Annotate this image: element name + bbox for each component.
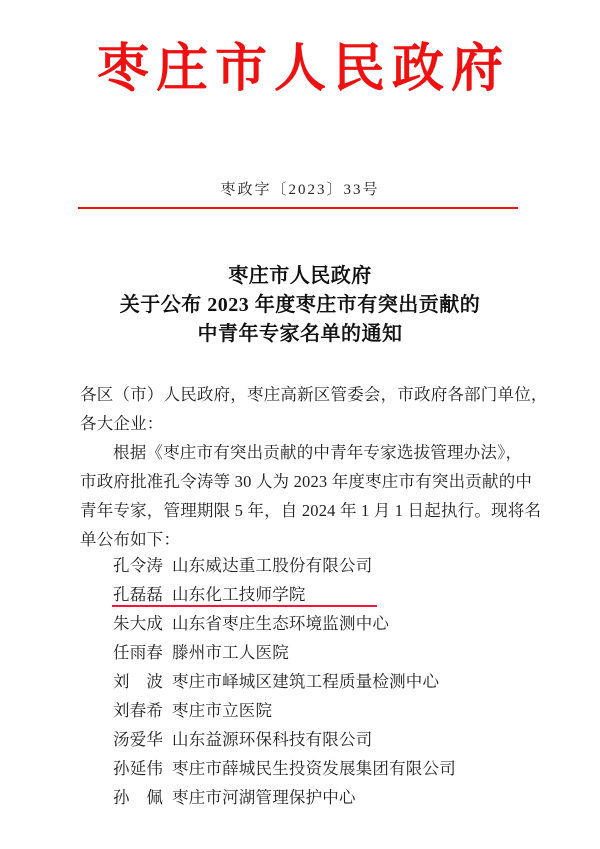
title-line-1: 枣庄市人民政府 [228, 265, 372, 287]
name-list-row [113, 551, 533, 580]
name-list-row [113, 638, 533, 667]
expert-name-list [113, 551, 533, 812]
title-line-2: 关于公布 2023 年度枣庄市有突出贡献的 [119, 294, 481, 316]
expert-name: 孔令涛 [113, 556, 164, 575]
expert-name: 朱大成 [113, 614, 164, 633]
addressee-line-1: 各区（市）人民政府，枣庄高新区管委会，市政府各部门单位， [80, 385, 548, 404]
expert-name: 汤爱华 [113, 730, 164, 749]
document-title [60, 262, 540, 349]
expert-organization: 滕州市工人医院 [172, 643, 289, 662]
name-list-row [113, 783, 533, 812]
paragraph-line-1: 根据《枣庄市有突出贡献的中青年专家选拔管理办法》， [113, 443, 523, 462]
paragraph-line-2: 市政府批准孔令涛等 30 人为 2023 年度枣庄市有突出贡献的中 [80, 472, 533, 491]
expert-name: 孔磊磊 [113, 585, 164, 604]
expert-organization: 山东益源环保科技有限公司 [172, 730, 373, 749]
expert-organization: 枣庄市峄城区建筑工程质量检测中心 [172, 672, 440, 691]
addressee-line-2: 各大企业： [80, 414, 164, 433]
expert-organization: 枣庄市立医院 [172, 701, 273, 720]
expert-organization: 山东省枣庄生态环境监测中心 [172, 614, 390, 633]
expert-organization: 枣庄市薛城民生投资发展集团有限公司 [172, 759, 456, 778]
name-list-row [113, 609, 533, 638]
name-list-row [113, 667, 533, 696]
expert-name: 任雨春 [113, 643, 164, 662]
masthead [0, 41, 600, 98]
cut-off-row [113, 841, 533, 849]
document-body [80, 380, 548, 554]
title-line-3: 中青年专家名单的通知 [197, 323, 403, 345]
name-list-row [113, 725, 533, 754]
expert-name: 刘春希 [113, 701, 164, 720]
name-list-row [113, 754, 533, 783]
paragraph-line-3: 青年专家，管理期限 5 年，自 2024 年 1 月 1 日起执行。现将名 [80, 501, 542, 520]
expert-name: 孙延伟 [113, 759, 164, 778]
expert-name: 刘 波 [113, 672, 164, 691]
expert-organization: 山东威达重工股份有限公司 [172, 556, 373, 575]
red-divider-rule [78, 207, 518, 209]
paragraph-line-4: 单公布如下： [80, 530, 181, 549]
expert-organization: 山东化工技师学院 [172, 585, 306, 604]
masthead-title: 枣庄市人民政府 [96, 41, 510, 98]
document-number: 枣政字〔2023〕33号 [220, 182, 380, 198]
expert-organization: 枣庄市河湖管理保护中心 [172, 788, 356, 807]
name-list-row [113, 580, 533, 609]
expert-name: 孙 佩 [113, 788, 164, 807]
name-list-row [113, 696, 533, 725]
